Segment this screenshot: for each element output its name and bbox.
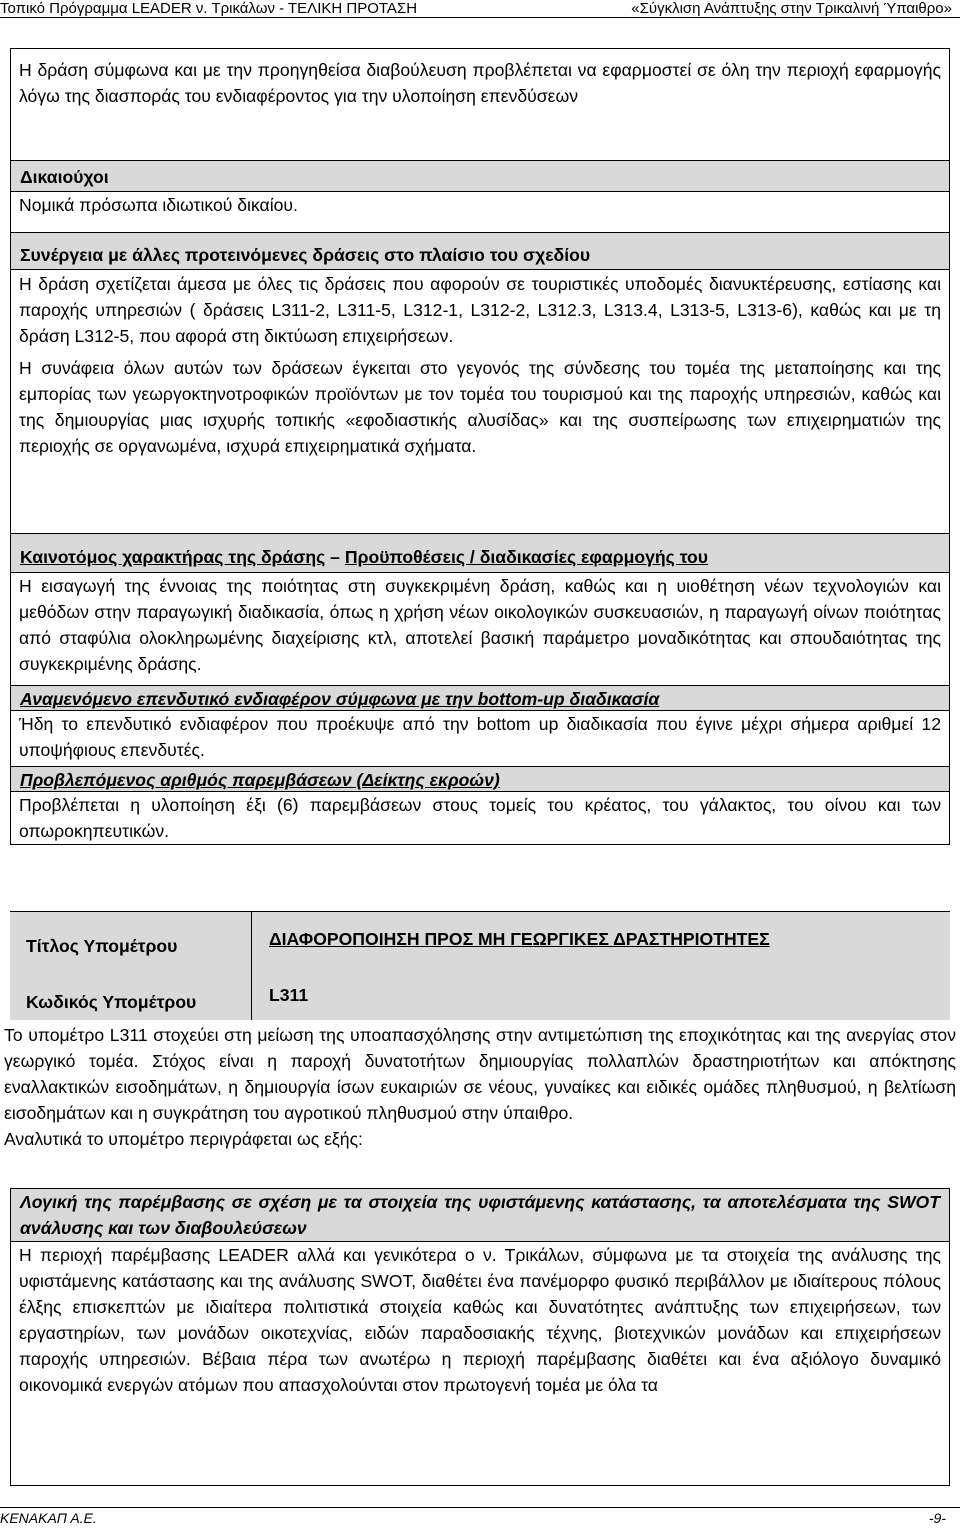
logic-title: Λογική της παρέμβασης σε σχέση με τα στοιχεία της υφιστάμενης κατάστασης, τα αποτελέσματα της SWOT ανάλυσης και των διαβουλεύσεων — [20, 1192, 940, 1238]
synergy-title: Συνέργεια με άλλες προτεινόμενες δράσεις στο πλαίσιο του σχεδίου — [20, 245, 591, 265]
header-program-title: «Σύγκλιση Ανάπτυξης στην Τρικαλινή Ύπαιθρο» — [631, 0, 952, 17]
logic-text: Η περιοχή παρέμβασης LEADER αλλά και γενικότερα ο ν. Τρικάλων, σύμφωνα με τα στοιχεία της ανάλυσης της υφιστάμενης κατάστασης και της ανάλυσης SWOT, διαθέτει ένα πανέμορφο φυσικό περιβάλλον με ιδιαίτερους πόλους έλξης επισκεπτών με ιδιαίτερα πολιτιστικά στοιχεία καθώς και δυνατότητες ανάπτυξης των επιχειρήσεων, των εργαστηρίων, των μονάδων οικοτεχνίας, ειδών παραδοσιακής τέχνης, βιοτεχνικών μονάδων και επιχειρήσεων παροχής υπηρεσιών. Βέβαια πέρα των ανωτέρω η περιοχή παρέμβασης διαθέτει και ένα αξιόλογο δυναμικό οικονομικά ενεργών ατόμων που απασχολούνται στον πρωτογενή τομέα με όλα τα — [19, 1245, 941, 1395]
synergy-header — [10, 232, 950, 270]
innovation-title-part-b: Προϋποθέσεις / διαδικασίες εφαρμογής του — [344, 547, 709, 567]
submeasure-description: Το υπομέτρο L311 στοχεύει στη μείωση της υποαπασχόλησης στην αντιμετώπιση της εποχικότητας και της ανεργίας στον γεωργικό τομέα. Στόχος είναι η παροχή δυνατοτήτων δημιουργίας πολλαπλών δραστηριοτήτων και απόκτησης εναλλακτικών εισοδημάτων, η δημιουργία ίσων ευκαιριών σε νέους, γυναίκες και ειδικές ομάδες πληθυσμού, η βελτίωση εισοδημάτων και η συγκράτηση του αγροτικού πληθυσμού στην ύπαιθρο. — [4, 1025, 956, 1123]
interventions-text: Προβλέπεται η υλοποίηση έξι (6) παρεμβάσεων στους τομείς του κρέατος, του γάλακτος, του οίνου και των οπωροκηπευτικών. — [19, 795, 941, 841]
header-rule — [0, 17, 960, 18]
expected-interest-body — [10, 711, 950, 763]
innovation-title-part-a: Καινοτόμος χαρακτήρας της δράσης — [20, 547, 326, 567]
submeasure-code-label: Κωδικός Υπομέτρου — [26, 992, 197, 1012]
synergy-text-2: Η συνάφεια όλων αυτών των δράσεων έγκειται στο γεγονός της σύνδεσης του τομέα της μεταποίησης και της εμπορίας των γεωργοκτηνοτροφικών προϊόντων με τον τομέα του τουρισμού και της παροχής υπηρεσιών, καθώς και της δημιουργίας μιας ισχυρής τοπικής «εφοδιαστικής αλυσίδας» και της συσπείρωσης των επιχειρηματιών της περιοχής σε οργανωμένα, ισχυρά επιχειρηματικά σχήματα. — [19, 358, 941, 456]
innovation-title-separator: – — [325, 547, 345, 567]
intro-text: Η δράση σύμφωνα και με την προηγηθείσα διαβούλευση προβλέπεται να εφαρμοστεί σε όλη την περιοχή εφαρμογής λόγω της διασποράς του ενδιαφέροντος για την υλοποίηση επενδύσεων — [19, 60, 941, 106]
footer-page-number: -9- — [928, 1510, 946, 1526]
submeasure-title-label: Τίτλος Υπομέτρου — [26, 936, 178, 956]
beneficiaries-body — [10, 192, 950, 218]
footer-company: ΚΕΝΑΚΑΠ Α.Ε. — [0, 1510, 97, 1526]
logic-header — [10, 1188, 950, 1242]
submeasure-title-value-text: ΔΙΑΦΟΡΟΠΟΙΗΣΗ ΠΡΟΣ ΜΗ ΓΕΩΡΓΙΚΕΣ ΔΡΑΣΤΗΡΙΟΤΗΤΕΣ — [269, 929, 770, 949]
innovation-header — [10, 533, 950, 573]
beneficiaries-title: Δικαιούχοι — [20, 167, 109, 187]
expected-interest-title: Αναμενόμενο επενδυτικό ενδιαφέρον σύμφωνα με την bottom-up διαδικασία — [20, 689, 660, 709]
submeasure-code-value: L311 — [269, 985, 309, 1005]
intro-block — [10, 57, 950, 109]
footer-rule — [0, 1507, 960, 1508]
submeasure-analytic-intro: Αναλυτικά το υπομέτρο περιγράφεται ως εξής: — [4, 1129, 363, 1149]
synergy-body — [10, 271, 950, 459]
beneficiaries-text: Νομικά πρόσωπα ιδιωτικού δικαίου. — [19, 195, 298, 215]
interventions-title: Προβλεπόμενος αριθμός παρεμβάσεων (Δείκτης εκροών) — [20, 770, 500, 790]
expected-interest-text: Ήδη το επενδυτικό ενδιαφέρον που προέκυψε από την bottom up διαδικασία που έγινε μέχρι σήμερα αριθμεί 12 υποψήφιους επενδυτές. — [19, 714, 941, 760]
submeasure-table — [10, 911, 950, 1020]
innovation-title — [20, 544, 940, 570]
header-doc-title: Τοπικό Πρόγραμμα LEADER ν. Τρικάλων - ΤΕΛΙΚΗ ΠΡΟΤΑΣΗ — [0, 0, 418, 17]
innovation-text: Η εισαγωγή της έννοιας της ποιότητας στη συγκεκριμένη δράση, καθώς και η υιοθέτηση νέων τεχνολογιών και μεθόδων στην παραγωγική διαδικασία, όπως η χρήση νέων οικολογικών συσκευασιών, η παραγωγή οίνων ποιότητας από σταφύλια ολοκληρωμένης διαχείρισης κτλ, αποτελεί βασική παράμετρο μοναδικότητας και σπουδαιότητας της συγκεκριμένης δράσης. — [19, 576, 941, 674]
beneficiaries-header — [10, 160, 950, 192]
synergy-text: Η δράση σχετίζεται άμεσα με όλες τις δράσεις που αφορούν σε τουριστικές υποδομές διανυκτέρευσης, εστίασης και παροχής υπηρεσιών ( δράσεις L311-2, L311-5, L312-1, L312-2, L312.3, L313.4, L313-5, L313-6), καθώς και με τη δράση L312-5, που αφορά στη δικτύωση επιχειρήσεων. — [19, 274, 941, 346]
interventions-body — [10, 792, 950, 844]
submeasure-title-value — [269, 929, 770, 950]
expected-interest-header — [10, 685, 950, 711]
submeasure-table-divider — [251, 912, 252, 1020]
submeasure-description-block — [4, 1022, 956, 1152]
logic-body — [10, 1242, 950, 1486]
innovation-body — [10, 573, 950, 677]
interventions-header — [10, 766, 950, 792]
page-header — [0, 0, 960, 17]
